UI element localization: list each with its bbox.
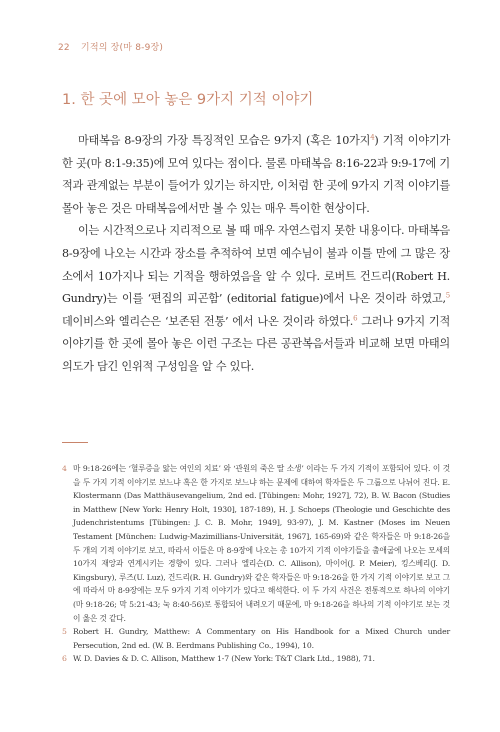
paragraph-text: 이는 시간적으로나 지리적으로 볼 때 매우 자연스럽지 못한 내용이다. 마태복음 8-9장에 나오는 시간과 장소를 추적하여 보면 예수님이 불과 이틀 만에 그 많은 장소에서 10가지나 되는 기적을 행하였음을 알 수 있다. 로버트 건드리(Robert H. Gundry)는 이를 ‘편집의 피곤함’ (editorial fatigue)에서 나온 것이라 하였고,	[62, 224, 450, 306]
footnotes	[62, 462, 450, 666]
footnote-ref[interactable]: 5	[445, 291, 450, 300]
paragraph-text: 그러나 9가지 기적 이야기를 한 곳에 몰아 놓은 이런 구조는 다른 공관복음서들과 비교해 보면 마태의 의도가 담긴 인위적 구성임을 알 수 있다.	[62, 314, 450, 373]
paragraph	[62, 220, 450, 378]
body-text	[62, 130, 450, 379]
footnote	[62, 625, 450, 652]
footnote-text: 마 9:18-26에는 ‘혈루증을 앓는 여인의 치료’ 와 ‘관원의 죽은 딸 소생’ 이라는 두 가지 기적이 포함되어 있다. 이 것을 두 가지 기적 이야기로 보느냐 혹은 한 가지로 보느냐 하는 문제에 대하여 학자들은 두 그룹으로 나뉘어 진다. E. Klostermann (Das Matthäusevangelium, 2nd ed. [Tübingen: Mohr, 1927], 72), B. W. Bacon (Studies in Matthew [New York: Henry Holt, 1930], 187-189), H. J. Schoeps (Theologie und Geschichte des Judenchristentums [Tübingen: J. C. B. Mohr, 1949], 93-97), J. M. Kastner (Moses im Neuen Testament [München: Ludwig-Mazimillians-Universität, 1967], 165-69)와 같은 학자들은 마 9:18-26을 두 개의 기적 이야기로 보고, 따라서 이들은 마 8-9장에 나오는 총 10가지 기적 이야기들을 출애굽에 나오는 모세의 10가지 재앙과 연계시키는 경향이 있다. 그러나 엘리슨(D. C. Allison), 마이어(J. P. Meier), 킹스베리(J. D. Kingsbury), 루즈(U. Luz), 건드리(R. H. Gundry)와 같은 학자들은 마 9:18-26을 한 가지 기적 이야기로 보고 그에 따라서 마 8-9장에는 모두 9가지 기적 이야기가 있다고 해석한다. 이 두 가지 사건은 전통적으로 하나의 이야기(마 9:18-26; 막 5:21-43; 눅 8:40-56)로 통합되어 내려오기 때문에, 마 9:18-26을 하나의 기적 이야기로 보는 것이 옳은 것 같다.	[73, 464, 450, 623]
footnote-ref[interactable]: 4	[370, 133, 375, 142]
footnote	[62, 462, 450, 625]
footnote-text: Robert H. Gundry, Matthew: A Commentary on His Handbook for a Mixed Church under Persecution, 2nd ed. (W. B. Eerdmans Publishing Co., 1994), 10.	[73, 627, 450, 650]
footnote	[62, 652, 450, 666]
running-head	[58, 40, 163, 53]
footnote-ref[interactable]: 6	[353, 314, 358, 323]
footnote-number: 5	[62, 627, 67, 637]
footnote-number: 4	[62, 464, 67, 473]
footnote-text: W. D. Davies & D. C. Allison, Matthew 1-7 (New York: T&T Clark Ltd., 1988), 71.	[73, 654, 375, 664]
paragraph-text: 데이비스와 엘리슨은 ‘보존된 전통’ 에서 나온 것이라 하였다.	[62, 314, 354, 328]
chapter-title: 기적의 장(마 8-9장)	[80, 43, 164, 53]
paragraph	[62, 130, 450, 220]
section-title: 1. 한 곳에 모아 놓은 9가지 기적 이야기	[62, 92, 314, 108]
footnote-number: 6	[62, 654, 67, 664]
paragraph-text: ) 기적 이야기가 한 곳(마 8:1-9:35)에 모여 있다는 점이다. 물론 마태복음 8:16-22과 9:9-17에 기적과 관계없는 부분이 들어가 있기는 하지만, 이처럼 한 곳에 9가지 기적 이야기를 몰아 놓은 것은 마태복음에서만 볼 수 있는 매우 특이한 현상이다.	[62, 134, 451, 215]
page-number: 22	[58, 43, 70, 53]
paragraph-text: 마태복음 8-9장의 가장 특징적인 모습은 9가지 (혹은 10가지	[78, 134, 371, 147]
footnote-divider	[62, 442, 88, 443]
